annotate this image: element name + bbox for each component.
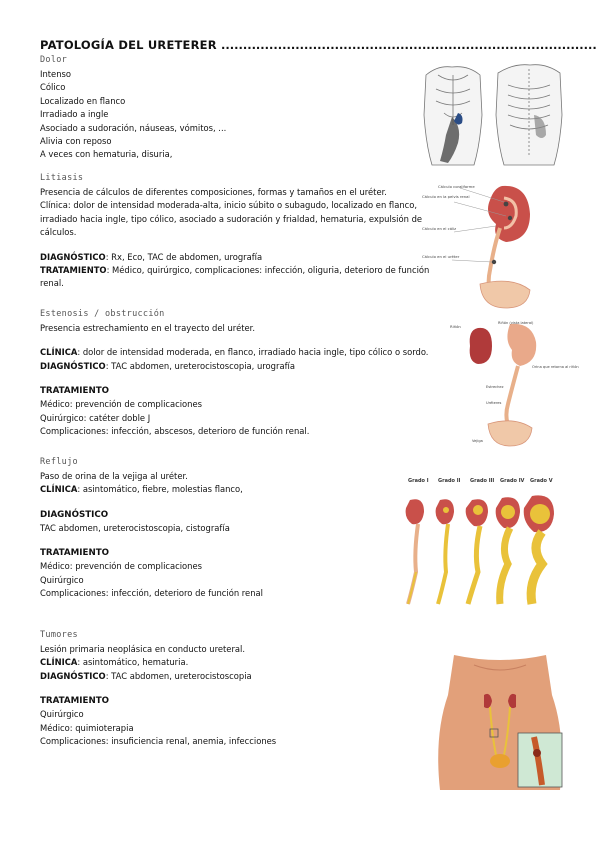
- dolor-line: Cólico: [40, 82, 66, 93]
- diagnostico-line: TAC abdomen, ureterocistoscopia, cistografía: [40, 522, 230, 533]
- grade-2-diagram: [436, 499, 454, 604]
- diagnostico-label: DIAGNÓSTICO: [40, 360, 106, 371]
- clinica-text: : dolor de intensidad moderada, en flanco, irradiado hacia ingle, tipo cólico o sordo.: [77, 347, 429, 358]
- litiasis-line: Presencia de cálculos de diferentes composiciones, formas y tamaños en el uréter.: [40, 187, 387, 197]
- litiasis-line: cálculos.: [40, 227, 77, 238]
- litiasis-line: irradiado hacia ingle, tipo cólico, asociado a sudoración y frialdad, hematuria, expulsión de: [40, 213, 423, 224]
- dolor-line: Asociado a sudoración, náuseas, vómitos, ...: [40, 122, 227, 133]
- stone-icon: [492, 260, 496, 264]
- heading-tratamiento: TRATAMIENTO: [40, 696, 110, 707]
- clinica-label: CLÍNICA: [40, 347, 78, 358]
- title-text: PATOLOGÍA DEL URETERER: [40, 38, 217, 52]
- tratamiento-line: Médico: prevención de complicaciones: [40, 399, 203, 410]
- diagnostico-text: : Rx, Eco, TAC de abdomen, urografía: [105, 251, 263, 262]
- grade-label: Grado IV: [500, 478, 525, 484]
- litiasis-figure: [420, 180, 550, 310]
- figure-label: Cálculo en el cáliz: [422, 226, 457, 231]
- reflujo-line: Paso de orina de la vejiga al uréter.: [40, 471, 188, 481]
- dolor-line: Irradiado a ingle: [40, 109, 109, 120]
- stone-icon: [504, 202, 509, 207]
- grade-label: Grado III: [470, 478, 495, 484]
- litiasis-tratamiento-cont: renal.: [40, 278, 64, 289]
- litiasis-line: Clínica: dolor de intensidad moderada-alta, inicio súbito o subagudo, localizado en flanco,: [40, 200, 418, 211]
- section-tumores: [40, 630, 460, 748]
- page-title: [40, 38, 597, 52]
- kidney-shape: [470, 328, 492, 364]
- section-reflujo: [40, 457, 460, 600]
- tratamiento-text: : Médico, quirúrgico, complicaciones: infección, oliguria, deterioro de función: [106, 265, 430, 276]
- dolor-line: Alivia con reposo: [40, 136, 112, 147]
- diagnostico-text: : TAC abdomen, ureterocistoscopia: [105, 670, 252, 681]
- tratamiento-line: Complicaciones: insuficiencia renal, anemia, infecciones: [40, 736, 277, 747]
- tratamiento-line: Quirúrgico: catéter doble J: [40, 412, 151, 423]
- tumor-icon: [533, 749, 541, 757]
- reflujo-grades-figure: [402, 472, 572, 612]
- tratamiento-label: TRATAMIENTO: [40, 265, 107, 276]
- diagnostico-label: DIAGNÓSTICO: [40, 670, 106, 681]
- grade-label: Grado I: [408, 478, 429, 484]
- estenosis-line: Presencia estrechamiento en el trayecto del uréter.: [40, 323, 255, 333]
- grade-3-diagram: [466, 499, 488, 604]
- estenosis-diagnostico: [40, 360, 460, 373]
- heading-diagnostico: DIAGNÓSTICO: [40, 509, 109, 520]
- section-litiasis: [40, 173, 460, 291]
- bladder-shape: [488, 421, 532, 446]
- dolor-line: A veces con hematuria, disuria,: [40, 149, 173, 160]
- tratamiento-line: Quirúrgico: [40, 574, 84, 585]
- figure-label: Vejiga: [472, 439, 483, 443]
- diagnostico-text: : TAC abdomen, ureterocistoscopia, urografía: [105, 360, 295, 371]
- estenosis-clinica: [40, 346, 460, 359]
- tumores-clinica: [40, 656, 460, 669]
- section-dolor: [40, 55, 460, 162]
- tratamiento-line: Complicaciones: infección, deterioro de función renal: [40, 588, 263, 599]
- torso-back-figure: [496, 65, 562, 165]
- tratamiento-line: Médico: prevención de complicaciones: [40, 561, 203, 572]
- heading-tratamiento: TRATAMIENTO: [40, 548, 110, 559]
- kidney-shape: [488, 186, 530, 242]
- diagnostico-label: DIAGNÓSTICO: [40, 251, 106, 262]
- stone-icon: [508, 216, 512, 220]
- figure-label: Orina que retorna al riñón: [532, 365, 579, 369]
- reflujo-clinica: [40, 483, 460, 496]
- figure-label: Cálculo coraliforme: [438, 184, 475, 189]
- tratamiento-line: Médico: quimioterapia: [40, 722, 134, 733]
- tumor-figure: [434, 655, 566, 790]
- litiasis-diagnostico: [40, 251, 460, 264]
- dolor-line: Intenso: [40, 69, 72, 79]
- litiasis-tratamiento: [40, 264, 460, 277]
- grade-4-diagram: [496, 497, 520, 604]
- bladder-shape: [480, 281, 530, 308]
- ureter-shape: [506, 366, 518, 430]
- heading-tumores: Tumores: [40, 630, 78, 640]
- heading-estenosis: Estenosis / obstrucción: [40, 309, 165, 319]
- heading-dolor: Dolor: [40, 55, 68, 65]
- heading-reflujo: Reflujo: [40, 457, 78, 467]
- grade-1-diagram: [406, 499, 424, 604]
- figure-label: Riñón (vista lateral): [498, 321, 534, 325]
- grade-label: Grado II: [438, 478, 461, 484]
- clinica-text: : asintomático, hematuria.: [77, 657, 189, 668]
- tumores-diagnostico: [40, 670, 460, 683]
- tratamiento-line: Complicaciones: infección, abscesos, deterioro de función renal.: [40, 426, 310, 437]
- bladder-shape: [490, 754, 510, 768]
- title-dots: ......................................................................................: [220, 38, 597, 52]
- figure-label: Riñón: [450, 324, 461, 329]
- tumores-line: Lesión primaria neoplásica en conducto ureteral.: [40, 644, 246, 654]
- figure-label: Cálculo en la pelvis renal: [422, 194, 470, 199]
- tratamiento-line: Quirúrgico: [40, 709, 84, 720]
- heading-litiasis: Litiasis: [40, 173, 84, 183]
- heading-tratamiento: TRATAMIENTO: [40, 386, 110, 397]
- clinica-label: CLÍNICA: [40, 484, 78, 495]
- clinica-label: CLÍNICA: [40, 657, 78, 668]
- grade-5-diagram: [524, 495, 554, 604]
- clinica-text: : asintomático, fiebre, molestias flanco,: [77, 484, 243, 495]
- kidney-swollen-shape: [507, 324, 536, 366]
- figure-label: Cálculo en el uréter: [422, 254, 460, 259]
- dolor-line: Localizado en flanco: [40, 95, 126, 106]
- pain-referral-figure: [418, 55, 566, 167]
- figure-label: Uréteres: [486, 401, 502, 405]
- estenosis-figure: [448, 318, 579, 448]
- figure-label: Estrechez: [486, 385, 504, 389]
- section-estenosis: [40, 309, 460, 438]
- grade-label: Grado V: [530, 478, 553, 484]
